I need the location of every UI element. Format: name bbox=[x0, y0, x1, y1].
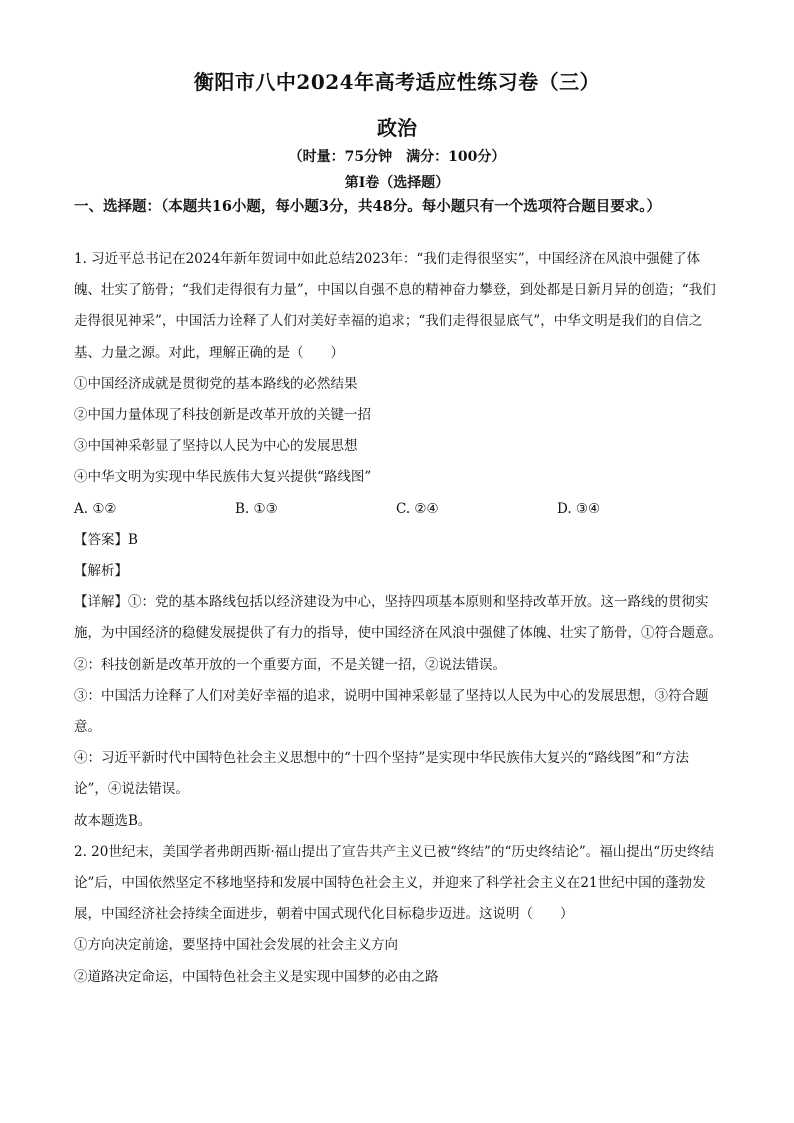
q1-stem: 1. 习近平总书记在2024年新年贺词中如此总结2023年：“我们走得很坚实”，中国经济在风浪中强健了体魄、壮实了筋骨；“我们走得很有力量”，中国以自强不息的精神奋力攀登，到处都是日新月异的创造；“我们走得很见神采”，中国活力诠释了人们对美好幸福的追求；“我们走得很显底气”，中华文明是我们的自信之基、力量之源。对此，理解正确的是（ ） bbox=[74, 251, 716, 361]
q1-detail-1: 【详解】①：党的基本路线包括以经济建设为中心，坚持四项基本原则和坚持改革开放。这一路线的贯彻实施，为中国经济的稳健发展提供了有力的指导，使中国经济在风浪中强健了体魄、壮实了筋骨，①符合题意。 bbox=[74, 594, 722, 642]
q1-item-4: ④中华文明为实现中华民族伟大复兴提供“路线图” bbox=[74, 469, 372, 486]
q1-options bbox=[74, 494, 722, 525]
q2-stem: 2. 20世纪末，美国学者弗朗西斯·福山提出了宣告共产主义已被“终结”的“历史终结论”。福山提出“历史终结论”后，中国依然坚定不移地坚持和发展中国特色社会主义，并迎来了科学社会主义在21世纪中国的蓬勃发展，中国经济社会持续全面进步，朝着中国式现代化目标稳步迈进。这说明（ ） bbox=[74, 843, 715, 923]
q1-analysis-label: 【解析】 bbox=[74, 563, 128, 580]
part-title: 第Ⅰ卷（选择题） bbox=[344, 175, 450, 191]
subject-title: 政治 bbox=[377, 116, 417, 140]
q1-option-c: C. ②④ bbox=[396, 500, 439, 517]
q2-item-1: ①方向决定前途，要坚持中国社会发展的社会主义方向 bbox=[74, 937, 398, 954]
q1-detail-4: ④：习近平新时代中国特色社会主义思想中的“十四个坚持”是实现中华民族伟大复兴的“路线图”和“方法论”，④说法错误。 bbox=[74, 750, 690, 798]
q1-detail-3: ③：中国活力诠释了人们对美好幸福的追求，说明中国神采彰显了坚持以人民为中心的发展思想，③符合题意。 bbox=[74, 687, 709, 736]
q1-item-2: ②中国力量体现了科技创新是改革开放的关键一招 bbox=[74, 407, 371, 424]
exam-meta: （时量：75分钟 满分：100分） bbox=[288, 149, 506, 165]
q1-option-b: B. ①③ bbox=[235, 500, 278, 517]
exam-title: 衡阳市八中2024年高考适应性练习卷（三） bbox=[193, 70, 601, 94]
q1-option-a: A. ①② bbox=[74, 500, 117, 517]
q1-detail-2: ②：科技创新是改革开放的一个重要方面，不是关键一招，②说法错误。 bbox=[74, 656, 506, 673]
q1-item-1: ①中国经济成就是贯彻党的基本路线的必然结果 bbox=[74, 375, 358, 392]
section-heading: 一、选择题：（本题共16小题，每小题3分，共48分。每小题只有一个选项符合题目要求。） bbox=[74, 198, 661, 215]
q1-answer: 【答案】B bbox=[74, 531, 138, 548]
question-body bbox=[74, 244, 722, 993]
q2-item-2: ②道路决定命运，中国特色社会主义是实现中国梦的必由之路 bbox=[74, 968, 439, 985]
q1-item-3: ③中国神采彰显了坚持以人民为中心的发展思想 bbox=[74, 438, 358, 455]
q1-conclusion: 故本题选B。 bbox=[74, 812, 152, 829]
q1-option-d: D. ③④ bbox=[557, 500, 601, 517]
